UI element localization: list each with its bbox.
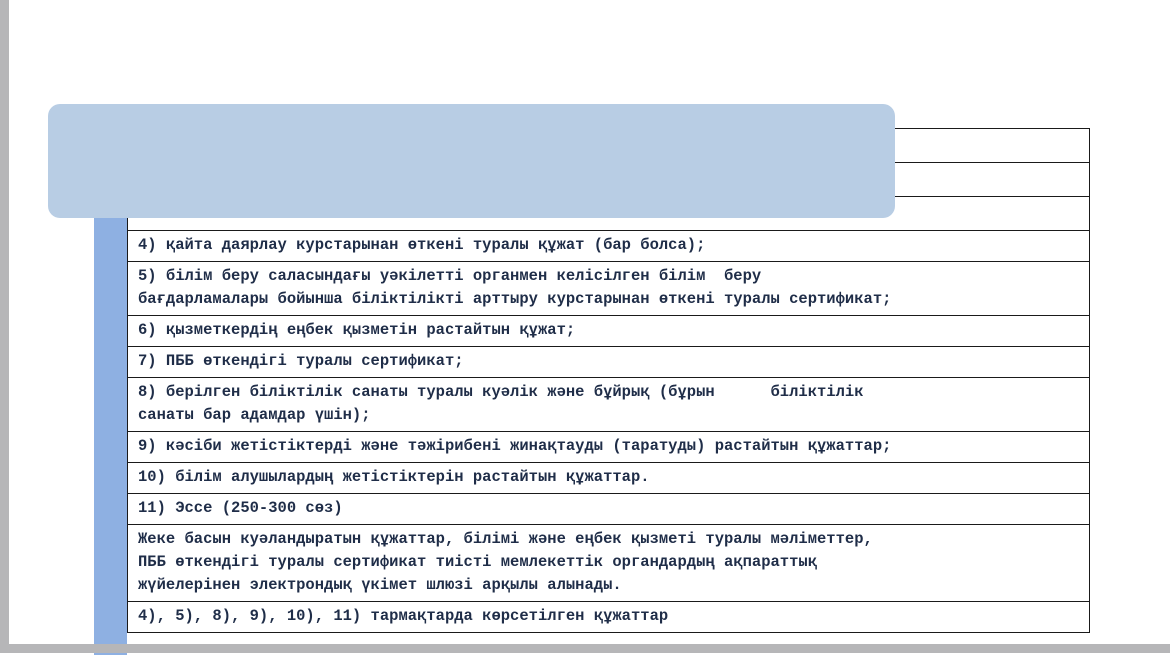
table-row bbox=[128, 316, 1090, 347]
accent-bar bbox=[94, 195, 127, 655]
table-row bbox=[128, 231, 1090, 262]
table-row bbox=[128, 494, 1090, 525]
table-cell: 4) қайта даярлау курстарынан өткені туралы құжат (бар болса); bbox=[128, 231, 1090, 262]
table-cell: 4), 5), 8), 9), 10), 11) тармақтарда көрсетілген құжаттар bbox=[128, 602, 1090, 633]
window-bottom-edge bbox=[0, 644, 1170, 653]
table-cell: 10) білім алушылардың жетістіктерін растайтын құжаттар. bbox=[128, 463, 1090, 494]
table-cell: Жеке басын куәландыратын құжаттар, білімі және еңбек қызметі туралы мәліметтер, ПББ өткендігі туралы сертификат тиісті мемлекеттік органдардың ақпараттық жүйелерінен электрондық үкімет шлюзі арқылы алынады. bbox=[128, 525, 1090, 602]
table-cell: 7) ПББ өткендігі туралы сертификат; bbox=[128, 347, 1090, 378]
table-row bbox=[128, 378, 1090, 432]
window-left-edge bbox=[0, 0, 9, 653]
overlay-panel bbox=[48, 104, 895, 218]
table-cell: 11) Эссе (250-300 сөз) bbox=[128, 494, 1090, 525]
table-cell: 6) қызметкердің еңбек қызметін растайтын құжат; bbox=[128, 316, 1090, 347]
table-cell: 9) кәсіби жетістіктерді және тәжірибені жинақтауды (таратуды) растайтын құжаттар; bbox=[128, 432, 1090, 463]
table-row bbox=[128, 432, 1090, 463]
table-row bbox=[128, 262, 1090, 316]
table-row bbox=[128, 602, 1090, 633]
table-row bbox=[128, 463, 1090, 494]
table-row bbox=[128, 347, 1090, 378]
table-row bbox=[128, 525, 1090, 602]
table-cell: 5) білім беру саласындағы уәкілетті органмен келісілген білім беру бағдарламалары бойынша біліктілікті арттыру курстарынан өткені туралы сертификат; bbox=[128, 262, 1090, 316]
table-cell: 8) берілген біліктілік санаты туралы куәлік және бұйрық (бұрын біліктілік санаты бар адамдар үшін); bbox=[128, 378, 1090, 432]
